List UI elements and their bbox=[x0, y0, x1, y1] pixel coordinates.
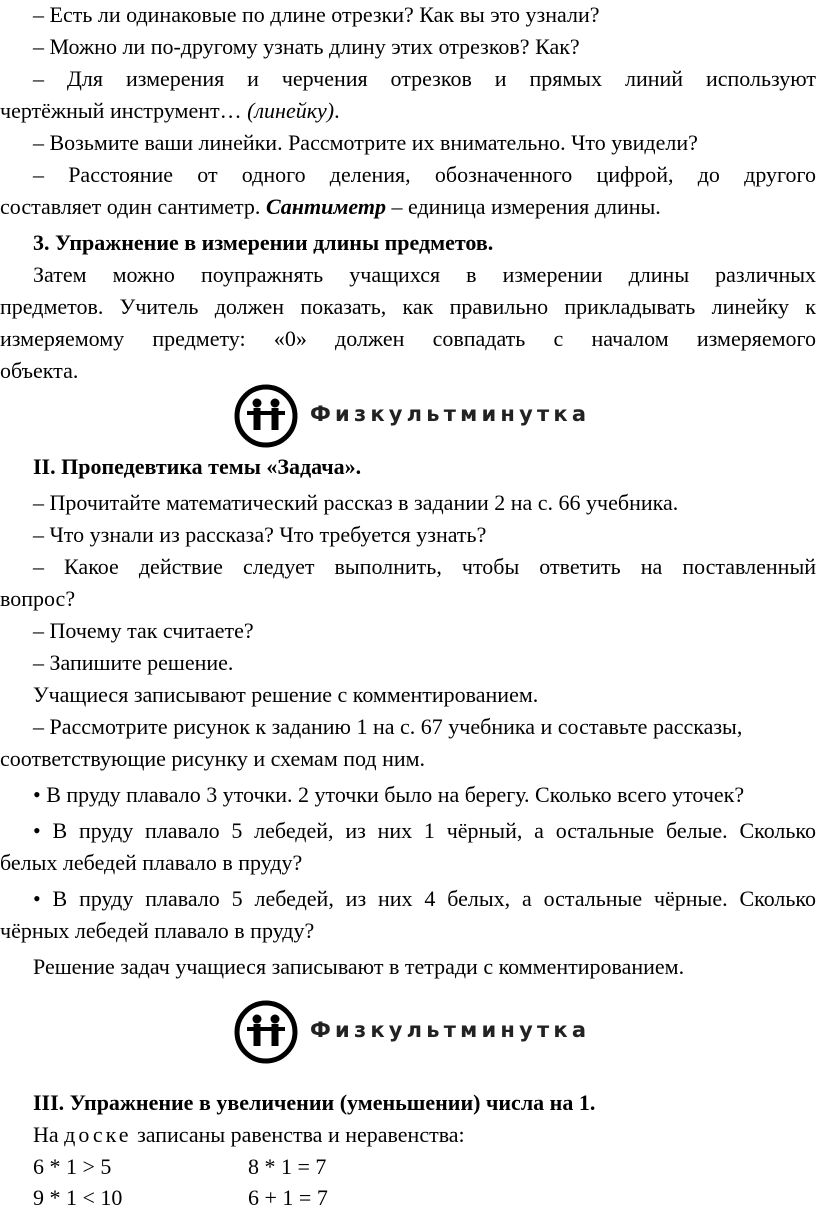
bullet-icon: • bbox=[33, 886, 41, 911]
question-other-way: – Можно ли по-другому узнать длину этих отрезков? Как? bbox=[33, 34, 580, 59]
section-heading-task-propaedeutics: II. Пропедевтика темы «Задача». bbox=[33, 454, 362, 479]
ruler-statement-line2: чертёжный инструмент… (линейку). bbox=[0, 98, 340, 123]
exercise-figures-icon bbox=[232, 998, 300, 1066]
answer-ruler: (линейку) bbox=[247, 98, 335, 123]
task-question-write: – Запишите решение. bbox=[33, 650, 234, 675]
expression-3: 9 * 1 < 10 bbox=[33, 1185, 123, 1210]
expression-1: 6 * 1 > 5 bbox=[33, 1154, 112, 1179]
task-question-read: – Прочитайте математический рассказ в задании 2 на с. 66 учебника. bbox=[33, 490, 679, 515]
centimeter-line1: – Расстояние от одного деления, обозначенного цифрой, до другого bbox=[33, 162, 816, 187]
measuring-para-line3: измеряемому предмету: «0» должен совпадать с началом измеряемого bbox=[0, 326, 816, 351]
board-row-1 bbox=[0, 1152, 816, 1182]
bullet-item-swans-black-line1: • В пруду плавало 5 лебедей, из них 1 чёрный, а остальные белые. Сколько bbox=[33, 818, 816, 843]
students-write-solution: Учащиеся записывают решение с комментированием. bbox=[33, 682, 539, 707]
question-equal-segments: – Есть ли одинаковые по длине отрезки? Как вы это узнали? bbox=[33, 2, 600, 27]
board-intro-line: На доске записаны равенства и неравенства: bbox=[33, 1122, 465, 1147]
bullet-item-ducks: • В пруду плавало 3 уточки. 2 уточки было на берегу. Сколько всего уточек? bbox=[33, 782, 745, 807]
notebook-solution-line: Решение задач учащиеся записывают в тетради с комментированием. bbox=[33, 954, 685, 979]
bullet-item-swans-white-line2: чёрных лебедей плавало в пруду? bbox=[0, 918, 315, 943]
term-centimeter: Сантиметр bbox=[265, 194, 386, 219]
section-heading-increase-decrease: III. Упражнение в увеличении (уменьшении) числа на 1. bbox=[33, 1090, 596, 1115]
task-question-action-line2: вопрос? bbox=[0, 586, 76, 611]
bullet-item-swans-black-line2: белых лебедей плавало в пруду? bbox=[0, 850, 303, 875]
fizminutka-banner-1 bbox=[232, 382, 592, 450]
centimeter-line2: составляет один сантиметр. Сантиметр – единица измерения длины. bbox=[0, 194, 661, 219]
fizminutka-label: Физкультминутка bbox=[310, 1018, 591, 1042]
take-rulers-line: – Возьмите ваши линейки. Рассмотрите их внимательно. Что увидели? bbox=[33, 130, 698, 155]
fizminutka-banner-2 bbox=[232, 998, 592, 1066]
bullet-item-swans-white-line1: • В пруду плавало 5 лебедей, из них 4 белых, а остальные чёрные. Сколько bbox=[33, 886, 816, 911]
ruler-statement-line1: – Для измерения и черчения отрезков и прямых линий используют bbox=[33, 66, 816, 91]
task-question-action-line1: – Какое действие следует выполнить, чтобы ответить на поставленный bbox=[33, 554, 816, 579]
task-question-picture-line1: – Рассмотрите рисунок к заданию 1 на с. 67 учебника и составьте рассказы, bbox=[33, 714, 743, 739]
expression-4: 6 + 1 = 7 bbox=[248, 1185, 328, 1210]
task-question-why: – Почему так считаете? bbox=[33, 618, 254, 643]
measuring-para-line4: объекта. bbox=[0, 358, 79, 383]
measuring-para-line1: Затем можно поупражнять учащихся в измерении длины различных bbox=[33, 262, 816, 287]
bullet-icon: • bbox=[33, 782, 41, 807]
expression-2: 8 * 1 = 7 bbox=[248, 1154, 327, 1179]
task-question-learned: – Что узнали из рассказа? Что требуется узнать? bbox=[33, 522, 487, 547]
board-row-2 bbox=[0, 1183, 816, 1213]
exercise-figures-icon bbox=[232, 382, 300, 450]
fizminutka-label: Физкультминутка bbox=[310, 402, 591, 426]
task-question-picture-line2: соответствующие рисунку и схемам под ним. bbox=[0, 746, 426, 771]
spaced-word-board: доске bbox=[64, 1122, 132, 1147]
measuring-para-line2: предметов. Учитель должен показать, как правильно прикладывать линейку к bbox=[0, 294, 816, 319]
bullet-icon: • bbox=[33, 818, 41, 843]
section-heading-measuring: 3. Упражнение в измерении длины предметов. bbox=[33, 230, 494, 255]
